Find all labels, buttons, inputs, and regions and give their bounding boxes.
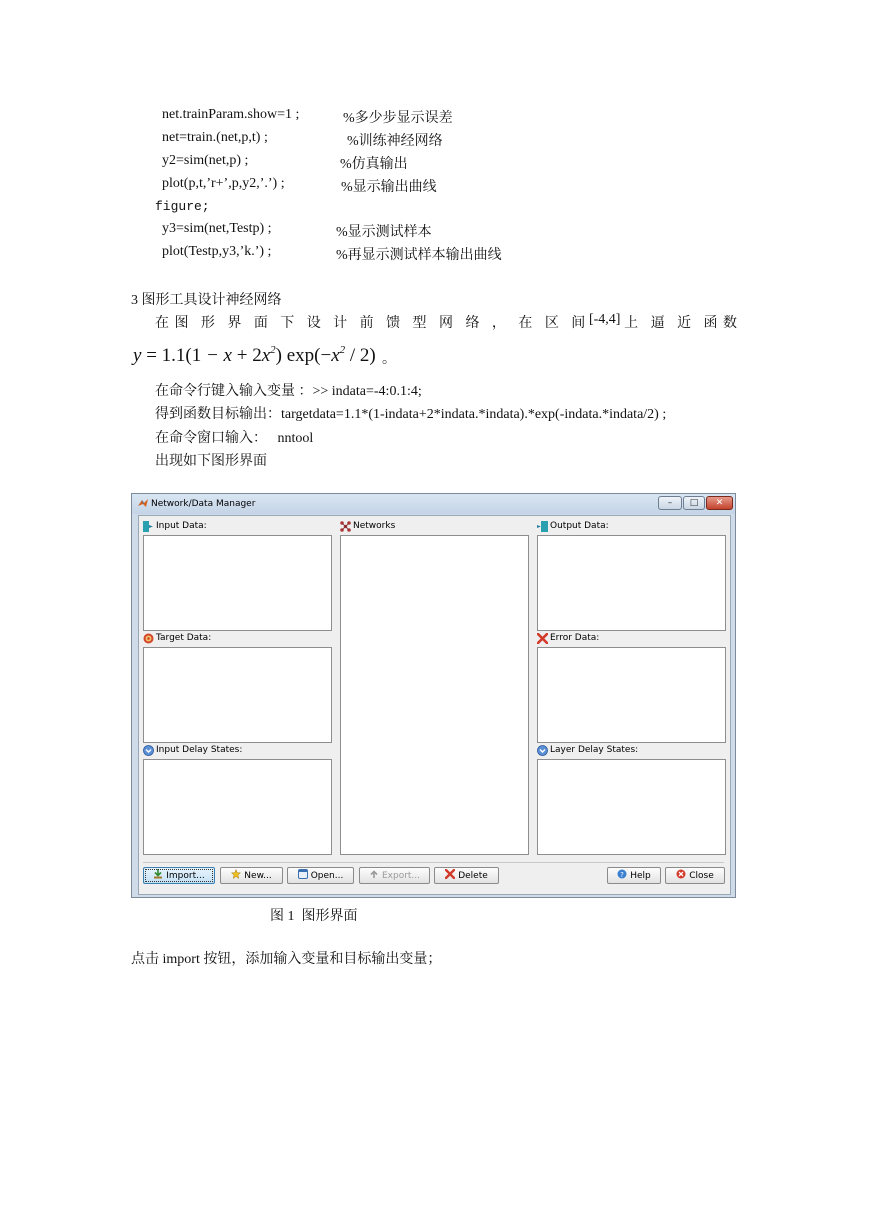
closing-sentence: 点击 import 按钮，添加输入变量和目标输出变量； [131,952,442,967]
figure-caption: 图 1 图形界面 [270,909,358,924]
intro-char: 计 [333,316,348,331]
target-data-label: Target Data: [143,633,211,643]
intro-char: 上 [624,316,639,331]
code-comment: %多少步显示误差 [343,111,453,126]
layer-delay-states-label: Layer Delay States: [537,745,638,755]
help-icon [617,869,627,882]
intro-char: ， [491,316,506,331]
network-data-manager-window [131,493,736,898]
help-button[interactable]: ? Help [607,867,661,884]
input-delay-states-list[interactable] [143,759,332,855]
intro-char: 数 [723,316,737,331]
step-gui-appears: 出现如下图形界面 [155,454,267,469]
import-button[interactable]: Import... [143,867,215,884]
new-button[interactable]: New... [220,867,283,884]
window-title: Network/Data Manager [151,499,256,509]
open-window-icon [298,869,308,882]
figure-line: figure; [155,199,210,214]
delete-button[interactable]: Delete [434,867,499,884]
error-data-list[interactable] [537,647,726,743]
export-button[interactable]: Export... [359,867,430,884]
formula-period: 。 [382,352,396,367]
networks-list[interactable] [340,535,529,855]
intro-char: 区 [544,316,559,331]
networks-label: Networks [340,521,395,531]
code-comment: %仿真输出 [340,157,408,172]
code-line: y2=sim(net,p) ; [162,153,249,168]
intro-char: 逼 [650,316,665,331]
intro-char: 络 [465,316,480,331]
network-icon [340,521,350,531]
new-star-icon [231,869,241,882]
code-line: plot(p,t,’r+’,p,y2,’.’) ; [162,176,285,191]
code-line: y3=sim(net,Testp) ; [162,221,272,236]
import-icon [153,869,163,882]
intro-char: 型 [412,316,427,331]
intro-char: 在 [155,316,169,331]
step-nntool: 在命令窗口输入： nntool [155,431,314,446]
intro-char: 下 [280,316,295,331]
minimize-button[interactable]: – [658,496,682,510]
target-icon [143,633,153,643]
input-data-label: Input Data: [143,521,207,531]
intro-char: [-4,4] [588,312,621,327]
title-bar[interactable] [132,494,735,514]
intro-char: 间 [571,316,586,331]
intro-char: 图 [174,316,189,331]
code-comment: %训练神经网络 [347,134,443,149]
code-comment: %显示输出曲线 [341,180,437,195]
close-button[interactable]: Close [665,867,725,884]
export-icon [369,869,379,882]
maximize-button[interactable]: □ [683,496,705,510]
code-comment: %再显示测试样本输出曲线 [336,248,502,263]
code-line: net=train.(net,p,t) ; [162,130,268,145]
intro-char: 形 [200,316,215,331]
intro-char: 网 [439,316,453,331]
error-data-label: Error Data: [537,633,599,643]
open-button[interactable]: Open... [287,867,354,884]
intro-char: 面 [253,316,268,331]
code-line: net.trainParam.show=1 ; [162,107,300,122]
delete-x-icon [445,869,455,882]
intro-char: 近 [677,316,692,331]
input-data-list[interactable] [143,535,332,631]
button-bar-separator [143,862,724,863]
intro-char: 在 [518,316,533,331]
code-line: plot(Testp,y3,’k.’) ; [162,244,272,259]
input-delay-states-label: Input Delay States: [143,745,242,755]
error-x-icon [537,633,547,643]
intro-char: 馈 [386,316,401,331]
target-data-list[interactable] [143,647,332,743]
input-data-icon [143,521,153,531]
window-client-area [138,515,731,895]
layer-delay-states-list[interactable] [537,759,726,855]
step-target-output: 得到函数目标输出：targetdata=1.1*(1-indata+2*indata.*indata).*exp(-indata.*indata/2) ; [155,407,667,422]
code-comment: %显示测试样本 [336,225,432,240]
matlab-logo-icon [137,497,149,512]
step-define-input: 在命令行键入输入变量 ：>> indata=-4:0.1:4; [155,384,422,399]
output-data-icon [537,521,547,531]
output-data-label: Output Data: [537,521,609,531]
output-data-list[interactable] [537,535,726,631]
delay-chevron-icon [143,745,153,755]
intro-char: 函 [703,316,718,331]
intro-char: 设 [306,316,321,331]
formula: $y = 1.1(1 - x + 2x^2)$ $\exp(-x^2 / 2)$ [133,344,376,366]
intro-char: 前 [359,316,374,331]
close-circle-icon [676,869,686,882]
section-heading: 3 图形工具设计神经网络 [131,293,282,308]
svg-text:?: ? [620,871,625,879]
intro-char: 界 [227,316,242,331]
delay-chevron-icon [537,745,547,755]
window-close-button[interactable]: ✕ [706,496,733,510]
